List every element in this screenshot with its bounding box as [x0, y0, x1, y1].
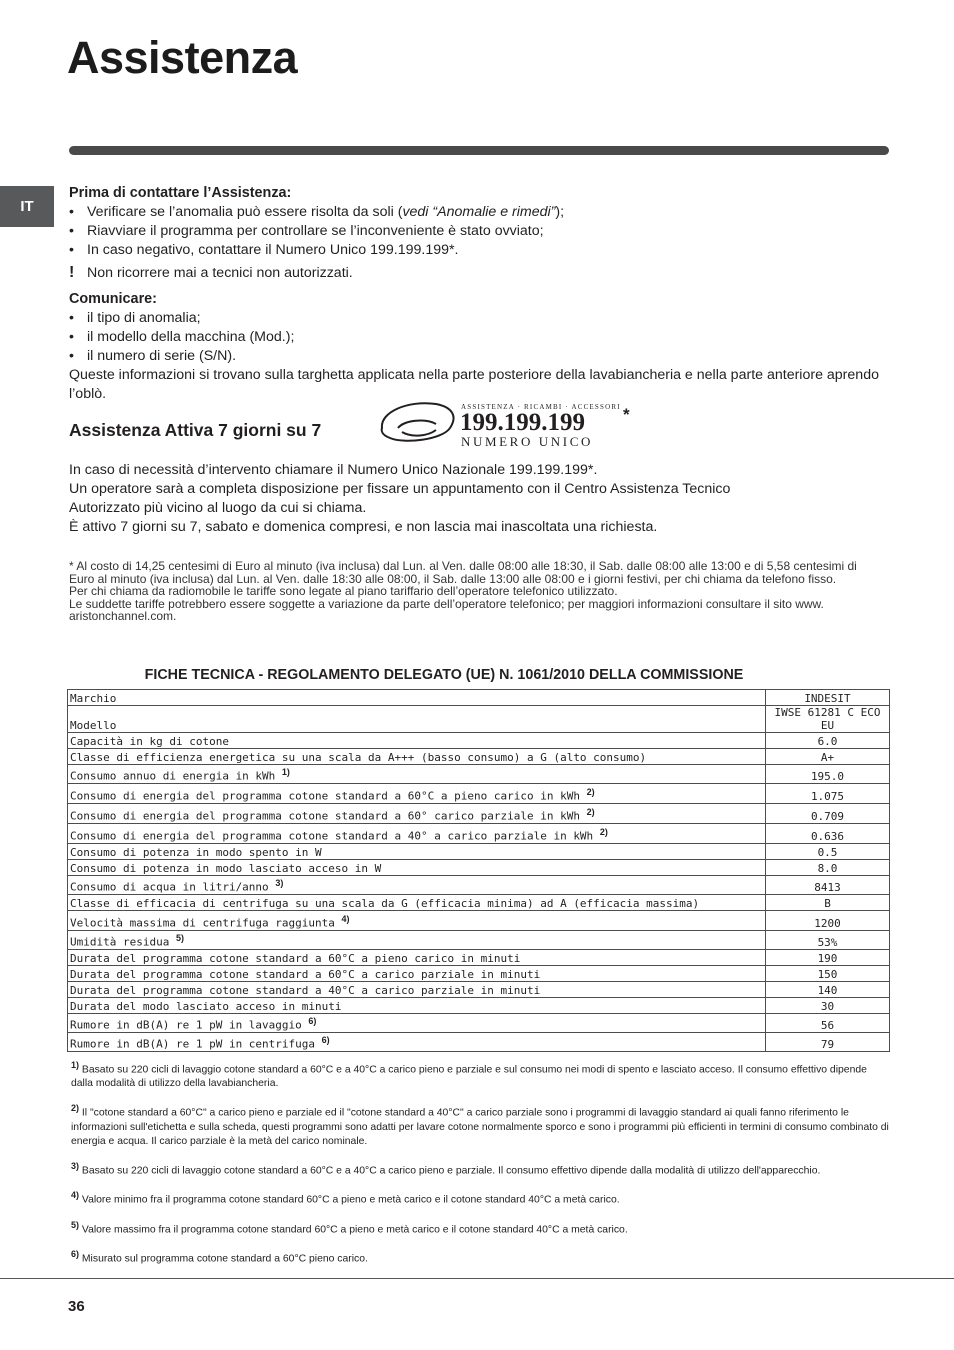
- footnote-ref: 4): [341, 914, 350, 925]
- note-number: 6): [71, 1249, 80, 1260]
- table-note: [71, 1247, 891, 1266]
- spec-value: B: [766, 895, 890, 911]
- spec-label: [68, 998, 766, 1014]
- communicate-heading: Comunicare:: [69, 291, 157, 307]
- table-row: [68, 860, 890, 876]
- logo-top-text: ASSISTENZA · RICAMBI · ACCESSORI: [461, 403, 621, 411]
- spec-value: 8413: [766, 876, 890, 895]
- attiva-line: In caso di necessità d’intervento chiamare il Numero Unico Nazionale 199.199.199*.: [69, 462, 598, 478]
- note-number: 3): [71, 1160, 80, 1171]
- spec-label-text: Consumo di potenza in modo lasciato acceso in W: [70, 862, 382, 875]
- list-item: • Riavviare il programma per controllare se l’inconveniente è stato ovviato;: [69, 222, 889, 241]
- table-row: [68, 982, 890, 998]
- spec-value: 1.075: [766, 784, 890, 804]
- table-title: FICHE TECNICA - REGOLAMENTO DELEGATO (UE) N. 1061/2010 DELLA COMMISSIONE: [144, 667, 744, 683]
- note-number: 1): [71, 1060, 80, 1070]
- spec-label: [68, 784, 766, 804]
- spec-label-text: Rumore in dB(A) re 1 pW in lavaggio: [70, 1019, 309, 1032]
- spec-value: 140: [766, 982, 890, 998]
- table-row: [68, 844, 890, 860]
- table-row: [68, 950, 890, 966]
- spec-label-text: Durata del modo lasciato acceso in minuti: [70, 1000, 342, 1013]
- spec-label: [68, 982, 766, 998]
- spec-label: [68, 860, 766, 876]
- spec-label: [68, 1033, 766, 1052]
- note-number: 5): [71, 1219, 80, 1230]
- spec-label: [68, 765, 766, 784]
- spec-label-text: Durata del programma cotone standard a 60°C a carico parziale in minuti: [70, 968, 541, 981]
- spec-label-text: Consumo di energia del programma cotone standard a 60° carico parziale in kWh: [70, 810, 587, 823]
- footnote-ref: 1): [281, 767, 290, 778]
- spec-label-text: Consumo annuo di energia in kWh: [70, 770, 282, 783]
- footnote-line: aristonchannel.com.: [69, 609, 177, 624]
- attiva-line: È attivo 7 giorni su 7, sabato e domenica compresi, e non lascia mai inascoltata una richiesta.: [69, 519, 658, 535]
- attiva-heading: Assistenza Attiva 7 giorni su 7: [69, 420, 322, 440]
- before-contact-heading: Prima di contattare l’Assistenza:: [69, 185, 292, 201]
- spec-label: [68, 690, 766, 706]
- footnote-ref: 2): [586, 787, 595, 798]
- note-text: Misurato sul programma cotone standard a 60°C pieno carico.: [81, 1253, 368, 1265]
- footnote-line: * Al costo di 14,25 centesimi di Euro al minuto (iva inclusa) dal Lun. al Ven. dalle 08:00 alle 18:30, il Sab. dalle 08:00 alle 13:00 e di 5,58 centesimi di: [69, 559, 857, 573]
- spec-label-text: Consumo di energia del programma cotone standard a 40° a carico parziale in kWh: [70, 830, 600, 843]
- logo-bottom-text: NUMERO UNICO: [461, 434, 593, 449]
- footnote-ref: 6): [308, 1016, 317, 1027]
- table-row: [68, 765, 890, 784]
- list-item: [69, 203, 889, 222]
- table-note: [71, 1159, 891, 1178]
- item-reference: vedi “Anomalie e rimedi”: [402, 204, 556, 220]
- table-row: [68, 706, 890, 733]
- table-row: [68, 998, 890, 1014]
- table-row: [68, 733, 890, 749]
- spec-label-text: Capacità in kg di cotone: [70, 735, 229, 748]
- tariff-footnote: [69, 560, 889, 623]
- table-row: [68, 1014, 890, 1033]
- spec-value: 150: [766, 966, 890, 982]
- note-text: Basato su 220 cicli di lavaggio cotone standard a 60°C e a 40°C a carico pieno e parziale. Il consumo effettivo dipende dalla modalità di utilizzo dell'apparecchio.: [81, 1165, 821, 1177]
- spec-value: 8.0: [766, 860, 890, 876]
- attiva-line: Autorizzato più vicino al luogo da cui si chiama.: [69, 500, 367, 516]
- list-item: • il modello della macchina (Mod.);: [69, 328, 889, 347]
- spec-label-text: Consumo di acqua in litri/anno: [70, 881, 276, 894]
- spec-value: 0.709: [766, 804, 890, 824]
- spec-value: 30: [766, 998, 890, 1014]
- note-number: 2): [71, 1103, 80, 1114]
- spec-label: [68, 1014, 766, 1033]
- spec-label-text: Marchio: [70, 692, 117, 705]
- spec-value: 0.636: [766, 824, 890, 844]
- footnote-ref: 2): [599, 827, 608, 838]
- attiva-line: Un operatore sarà a completa disposizione per fissare un appuntamento con il Centro Assistenza Tecnico: [69, 481, 731, 497]
- item-text: );: [555, 204, 565, 220]
- page-number: 36: [68, 1298, 85, 1315]
- list-item: • In caso negativo, contattare il Numero Unico 199.199.199*.: [69, 241, 889, 260]
- spec-value: 1200: [766, 911, 890, 931]
- table-row: [68, 784, 890, 804]
- list-item: • il tipo di anomalia;: [69, 309, 889, 328]
- table-notes: [71, 1058, 891, 1277]
- before-contact-section: [69, 183, 889, 283]
- table-note: [71, 1188, 891, 1207]
- spec-label: [68, 844, 766, 860]
- item-text: Verificare se l’anomalia può essere risolta da soli (: [87, 204, 403, 220]
- language-tab: IT: [0, 186, 54, 227]
- table-row: [68, 690, 890, 706]
- spec-label: [68, 931, 766, 950]
- footnote-ref: 5): [175, 933, 184, 944]
- spec-label: [68, 706, 766, 733]
- note-text: Il "cotone standard a 60°C" a carico pieno e parziale ed il "cotone standard a 40°C" a carico parziale sono i programmi di lavaggio standard ai quali fanno riferimento le informazioni sull'etichetta e sulla scheda, questi programmi sono adatti per lavare cotone normalmente sporco e sono i programmi più efficienti in termini di consumo combinato di energia e acqua. Il carico parziale è la metà del carico nominale.: [71, 1107, 889, 1147]
- spec-label: [68, 824, 766, 844]
- table-row: [68, 911, 890, 931]
- logo-star: *: [623, 405, 630, 424]
- table-row: [68, 895, 890, 911]
- list-item: • il numero di serie (S/N).: [69, 347, 889, 366]
- warning-text: Non ricorrere mai a tecnici non autorizzati.: [87, 265, 353, 281]
- spec-label-text: Umidità residua: [70, 936, 176, 949]
- note-text: Valore massimo fra il programma cotone standard 60°C a pieno e metà carico e il cotone standard 40°C a metà carico.: [81, 1224, 628, 1236]
- spec-label-text: Rumore in dB(A) re 1 pW in centrifuga: [70, 1038, 322, 1051]
- footnote-line: Le suddette tariffe potrebbero essere soggette a variazione da parte dell’operatore telefonico; per maggiori informazioni consultare il sito www.: [69, 596, 824, 611]
- numero-unico-logo: [378, 398, 640, 452]
- spec-label-text: Durata del programma cotone standard a 40°C a carico parziale in minuti: [70, 984, 541, 997]
- title-divider: [69, 146, 889, 155]
- table-row: [68, 1033, 890, 1052]
- table-note: [71, 1058, 891, 1091]
- warning-exclamation-icon: !: [69, 264, 75, 281]
- table-row: [68, 804, 890, 824]
- spec-table-body: [68, 690, 890, 1052]
- table-row: [68, 966, 890, 982]
- spec-value: 6.0: [766, 733, 890, 749]
- spec-label: [68, 749, 766, 765]
- footnote-line: Per chi chiama da radiomobile le tariffe sono legate al piano tariffario dell’operatore telefonico utilizzato.: [69, 584, 618, 599]
- spec-value: 190: [766, 950, 890, 966]
- spec-label: [68, 966, 766, 982]
- footnote-ref: 6): [321, 1035, 330, 1046]
- warning-note: [69, 264, 889, 283]
- table-note: [71, 1101, 891, 1148]
- bottom-divider: [0, 1278, 954, 1279]
- table-row: [68, 876, 890, 895]
- spec-table: [67, 689, 890, 1052]
- table-row: [68, 931, 890, 950]
- spec-label: [68, 876, 766, 895]
- spec-label-text: Modello: [70, 719, 117, 732]
- spec-label-text: Consumo di potenza in modo spento in W: [70, 846, 322, 859]
- spec-value: 53%: [766, 931, 890, 950]
- footnote-ref: 3): [275, 878, 284, 889]
- attiva-text: [69, 461, 889, 537]
- spec-label-text: Classe di efficacia di centrifuga su una scala da G (efficacia minima) ad A (efficacia massima): [70, 897, 700, 910]
- spec-label: [68, 911, 766, 931]
- note-text: Valore minimo fra il programma cotone standard 60°C a pieno e metà carico e il cotone standard 40°C a metà carico.: [81, 1194, 620, 1206]
- spec-value: INDESIT: [766, 690, 890, 706]
- spec-value: 56: [766, 1014, 890, 1033]
- table-row: [68, 749, 890, 765]
- page-title: Assistenza: [67, 32, 298, 83]
- spec-value: IWSE 61281 C ECO EU: [766, 706, 890, 733]
- spec-label: [68, 895, 766, 911]
- phone-logo-icon: [382, 403, 454, 441]
- spec-label-text: Velocità massima di centrifuga raggiunta: [70, 917, 342, 930]
- spec-value: 79: [766, 1033, 890, 1052]
- spec-value: 0.5: [766, 844, 890, 860]
- note-number: 4): [71, 1190, 80, 1201]
- footnote-ref: 2): [586, 807, 595, 818]
- spec-label: [68, 950, 766, 966]
- spec-label-text: Durata del programma cotone standard a 60°C a pieno carico in minuti: [70, 952, 521, 965]
- communicate-section: [69, 289, 889, 404]
- spec-label: [68, 733, 766, 749]
- note-text: Basato su 220 cicli di lavaggio cotone standard a 60°C e a 40°C a carico pieno e parziale e sul consumo nei modi di spento e lasciato acceso. Il consumo effettivo dipende dalla modalità di utilizzo della lavabiancheria.: [71, 1064, 867, 1090]
- footnote-line: Euro al minuto (iva inclusa) dal Lun. al Ven. dalle 18:30 alle 08:00, il Sab. dalle 13:00 alle 08:00 e i giorni festivi, per chi chiama da telefono fisso.: [69, 571, 837, 586]
- communicate-text: Queste informazioni si trovano sulla targhetta applicata nella parte posteriore della lavabiancheria e nella parte anteriore aprendo l’oblò.: [69, 367, 879, 402]
- spec-label: [68, 804, 766, 824]
- table-note: [71, 1218, 891, 1237]
- spec-value: A+: [766, 749, 890, 765]
- table-row: [68, 824, 890, 844]
- logo-number: 199.199.199: [460, 409, 585, 436]
- spec-label-text: Consumo di energia del programma cotone standard a 60°C a pieno carico in kWh: [70, 790, 587, 803]
- spec-label-text: Classe di efficienza energetica su una scala da A+++ (basso consumo) a G (alto consumo): [70, 751, 647, 764]
- spec-value: 195.0: [766, 765, 890, 784]
